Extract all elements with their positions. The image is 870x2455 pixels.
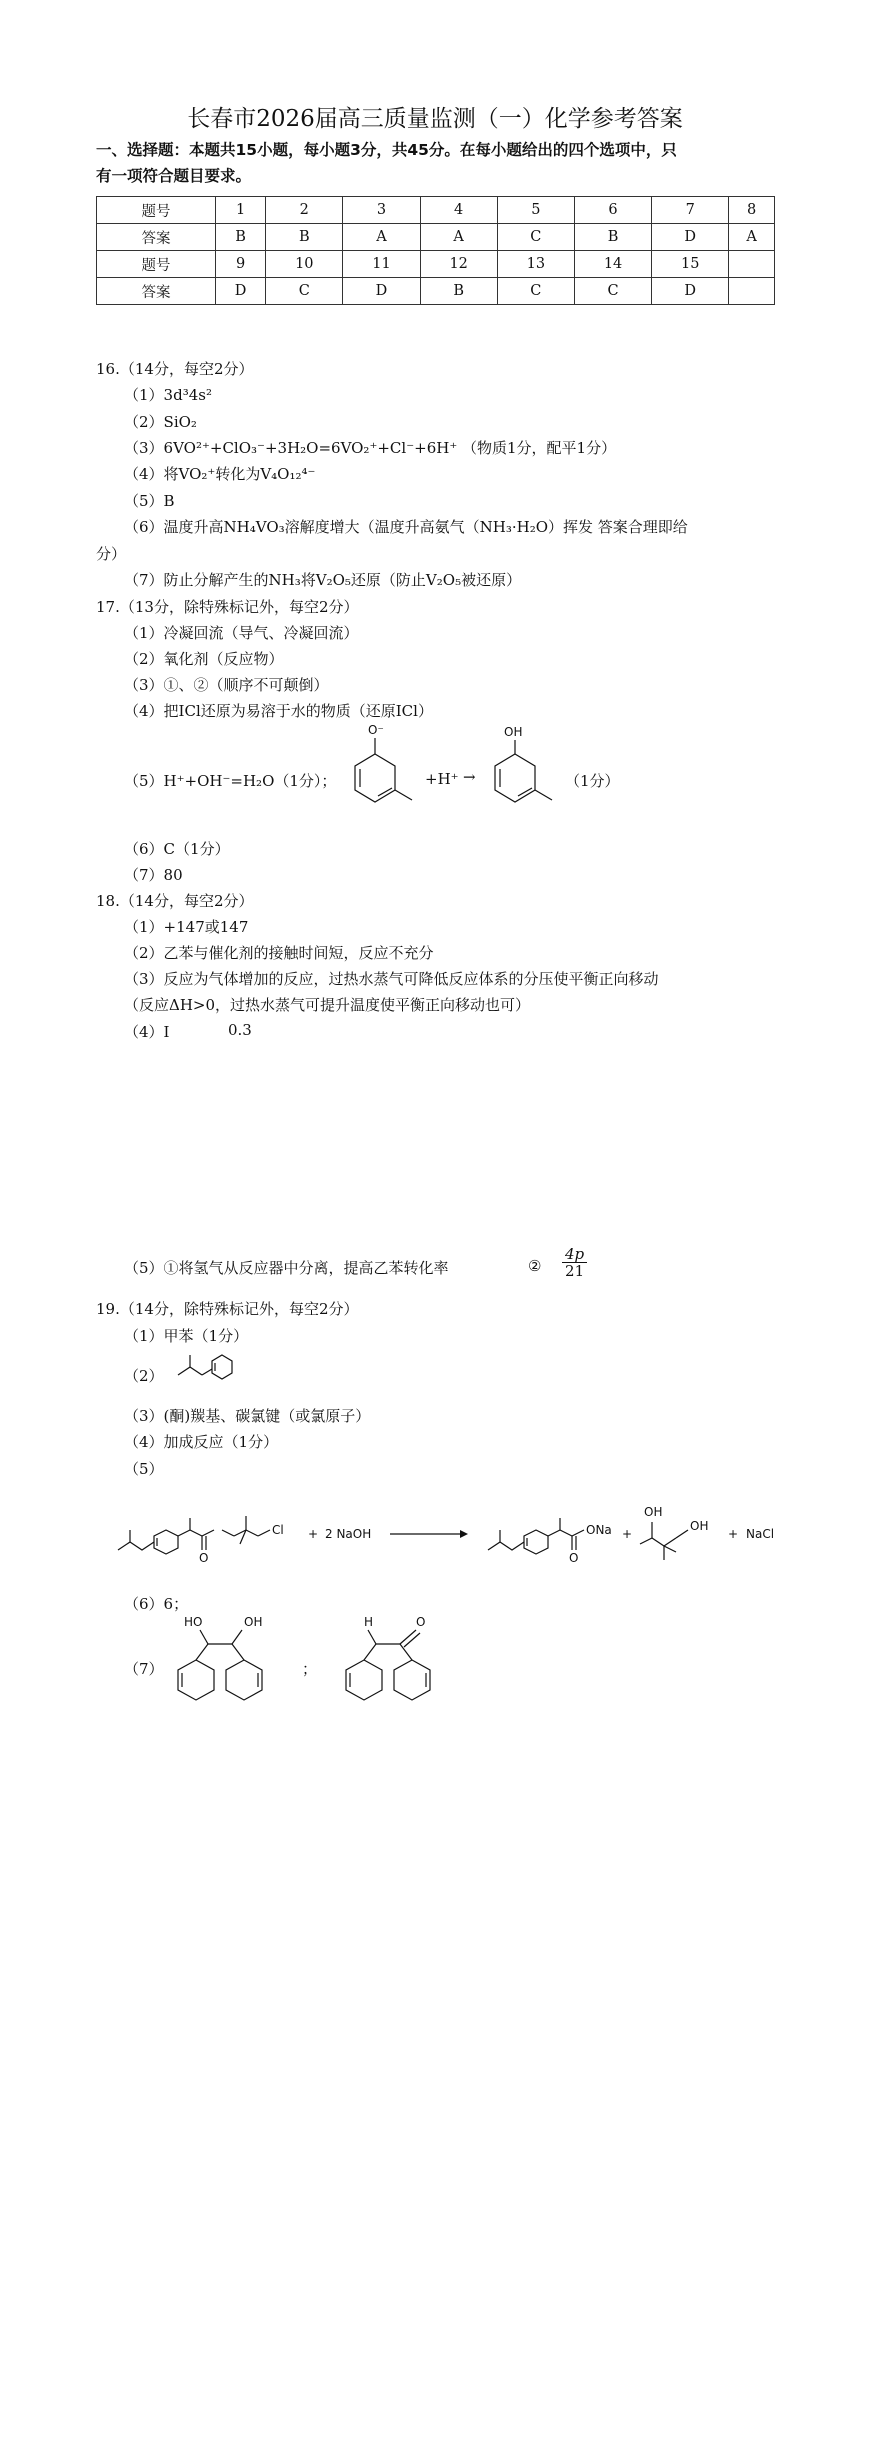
table-cell: 5 bbox=[497, 197, 574, 224]
q18-answer-1: （1）+147或147 bbox=[124, 918, 249, 936]
table-cell: 13 bbox=[497, 251, 574, 278]
diol-oh-label-1: OH bbox=[644, 1505, 663, 1519]
table-cell: 答案 bbox=[97, 224, 216, 251]
hydrobenzoin-structure bbox=[162, 1610, 302, 1720]
page-title: 长春市2026届高三质量监测（一）化学参考答案 bbox=[187, 106, 683, 132]
q16-answer-7: （7）防止分解产生的NH₃将V₂O₅还原（防止V₂O₅被还原） bbox=[124, 571, 522, 589]
phenoxide-structure bbox=[340, 722, 420, 822]
table-cell: 15 bbox=[652, 251, 729, 278]
diol-oh-label-2: OH bbox=[690, 1519, 709, 1533]
q18-answer-5: （5）①将氢气从反应器中分离，提高乙苯转化率 bbox=[124, 1259, 449, 1277]
q18-answer-4-value: 0.3 bbox=[228, 1021, 252, 1039]
q16-answer-6: （6）温度升高NH₄VO₃溶解度增大（温度升高氨气（NH₃·H₂O）挥发 答案合理即给 bbox=[124, 518, 688, 536]
q17-answer-5: （5）H⁺+OH⁻=H₂O（1分）； bbox=[124, 772, 337, 790]
reaction-plus-1: + bbox=[308, 1527, 319, 1541]
table-cell: 答案 bbox=[97, 278, 216, 305]
q19-answer-4: （4）加成反应（1分） bbox=[124, 1433, 279, 1451]
q17-answer-7: （7）80 bbox=[124, 866, 183, 884]
q16-answer-4: （4）将VO₂⁺转化为V₄O₁₂⁴⁻ bbox=[124, 465, 316, 483]
table-cell: 7 bbox=[652, 197, 729, 224]
table-cell: C bbox=[497, 224, 574, 251]
hydrobenzoin-ho-label: HO bbox=[184, 1615, 203, 1629]
table-cell: 3 bbox=[343, 197, 420, 224]
q19-answer-7: （7） bbox=[124, 1660, 164, 1678]
table-cell: C bbox=[497, 278, 574, 305]
q17-answer-2: （2）氧化剂（反应物） bbox=[124, 650, 284, 668]
nacl-label: NaCl bbox=[746, 1527, 775, 1541]
q18-answer-3-alternative: （反应ΔH>0，过热水蒸气可提升温度使平衡正向移动也可） bbox=[124, 996, 531, 1014]
fraction-numerator: 4p bbox=[562, 1246, 587, 1263]
table-cell: 6 bbox=[574, 197, 651, 224]
q16-answer-6-continued: 分） bbox=[96, 545, 127, 563]
table-row bbox=[97, 197, 775, 224]
table-cell: 14 bbox=[574, 251, 651, 278]
q16-answer-1: （1）3d³4s² bbox=[124, 386, 212, 404]
table-cell: 1 bbox=[216, 197, 266, 224]
reaction-arrow-icon: → bbox=[463, 768, 476, 786]
q18-answer-5-fraction bbox=[562, 1246, 587, 1279]
table-row bbox=[97, 278, 775, 305]
q19-answer-6: （6）6； bbox=[124, 1595, 189, 1613]
table-cell: D bbox=[343, 278, 420, 305]
table-cell: 4 bbox=[420, 197, 497, 224]
phenol-oh-label: OH bbox=[504, 725, 523, 739]
q17-answer-6: （6）C（1分） bbox=[124, 840, 230, 858]
naoh-label: 2 NaOH bbox=[325, 1527, 372, 1541]
table-cell: 11 bbox=[343, 251, 420, 278]
table-cell: B bbox=[216, 224, 266, 251]
q17-answer-4: （4）把ICl还原为易溶于水的物质（还原ICl） bbox=[124, 702, 433, 720]
table-cell: 10 bbox=[266, 251, 343, 278]
q19-answer-5: （5） bbox=[124, 1460, 164, 1478]
carboxylate-o-label: O bbox=[569, 1551, 579, 1565]
q17-answer-1: （1）冷凝回流（导气、冷凝回流） bbox=[124, 624, 359, 642]
table-cell: D bbox=[652, 224, 729, 251]
table-cell: A bbox=[343, 224, 420, 251]
table-cell: C bbox=[266, 278, 343, 305]
table-cell: 9 bbox=[216, 251, 266, 278]
q17-header: 17.（13分，除特殊标记外，每空2分） bbox=[96, 598, 359, 616]
q16-header: 16.（14分，每空2分） bbox=[96, 360, 254, 378]
q19-answer-7-separator: ； bbox=[302, 1660, 318, 1678]
table-cell: D bbox=[216, 278, 266, 305]
q16-answer-2: （2）SiO₂ bbox=[124, 413, 197, 431]
q18-answer-3: （3）反应为气体增加的反应，过热水蒸气可降低反应体系的分压使平衡正向移动 bbox=[124, 970, 659, 988]
table-cell: 题号 bbox=[97, 197, 216, 224]
q18-answer-4-label: （4）Ⅰ bbox=[124, 1023, 170, 1041]
q19-reaction-equation bbox=[110, 1490, 830, 1580]
table-cell: D bbox=[652, 278, 729, 305]
table-cell: C bbox=[574, 278, 651, 305]
table-cell: B bbox=[574, 224, 651, 251]
table-cell: 8 bbox=[729, 197, 775, 224]
section1-instruction-line1: 一、选择题：本题共15小题，每小题3分，共45分。在每小题给出的四个选项中，只 bbox=[96, 141, 677, 159]
table-cell: A bbox=[729, 224, 775, 251]
q16-answer-5: （5）B bbox=[124, 492, 175, 510]
section1-instruction-line2: 有一项符合题目要求。 bbox=[96, 167, 252, 185]
table-cell: 题号 bbox=[97, 251, 216, 278]
table-cell: 12 bbox=[420, 251, 497, 278]
q18-answer-5-number: ② bbox=[528, 1257, 542, 1275]
q19-header: 19.（14分，除特殊标记外，每空2分） bbox=[96, 1300, 359, 1318]
q18-answer-2: （2）乙苯与催化剂的接触时间短，反应不充分 bbox=[124, 944, 434, 962]
q17-answer-3: （3）①、②（顺序不可颠倒） bbox=[124, 676, 329, 694]
phenol-structure bbox=[480, 722, 560, 822]
table-cell bbox=[729, 251, 775, 278]
reaction-plus-3: + bbox=[728, 1527, 739, 1541]
deoxybenzoin-structure bbox=[330, 1610, 470, 1720]
q17-answer-5-score: （1分） bbox=[565, 772, 620, 790]
q19-answer-1: （1）甲苯（1分） bbox=[124, 1327, 249, 1345]
table-row bbox=[97, 224, 775, 251]
table-cell: B bbox=[420, 278, 497, 305]
chloro-label: Cl bbox=[272, 1523, 284, 1537]
table-cell bbox=[729, 278, 775, 305]
ona-label: ONa bbox=[586, 1523, 612, 1537]
table-cell: B bbox=[266, 224, 343, 251]
answer-table bbox=[96, 196, 775, 305]
q19-answer-3: （3）(酮)羰基、碳氯键（或氯原子） bbox=[124, 1407, 371, 1425]
q18-header: 18.（14分，每空2分） bbox=[96, 892, 254, 910]
deoxybenzoin-o-label: O bbox=[416, 1615, 426, 1629]
isobutylbenzene-structure bbox=[170, 1345, 250, 1395]
reaction-plus-2: + bbox=[622, 1527, 633, 1541]
q17-answer-5-proton: +H⁺ bbox=[425, 770, 459, 788]
hydrobenzoin-oh-label: OH bbox=[244, 1615, 263, 1629]
phenoxide-o-label: O⁻ bbox=[368, 723, 384, 737]
table-cell: 2 bbox=[266, 197, 343, 224]
deoxybenzoin-h-label: H bbox=[364, 1615, 374, 1629]
q19-answer-2: （2） bbox=[124, 1367, 164, 1385]
fraction-denominator: 21 bbox=[565, 1262, 585, 1280]
q16-answer-3: （3）6VO²⁺+ClO₃⁻+3H₂O=6VO₂⁺+Cl⁻+6H⁺ （物质1分，配平1分） bbox=[124, 439, 617, 457]
table-cell: A bbox=[420, 224, 497, 251]
ester-o-label: O bbox=[199, 1551, 209, 1565]
table-row bbox=[97, 251, 775, 278]
